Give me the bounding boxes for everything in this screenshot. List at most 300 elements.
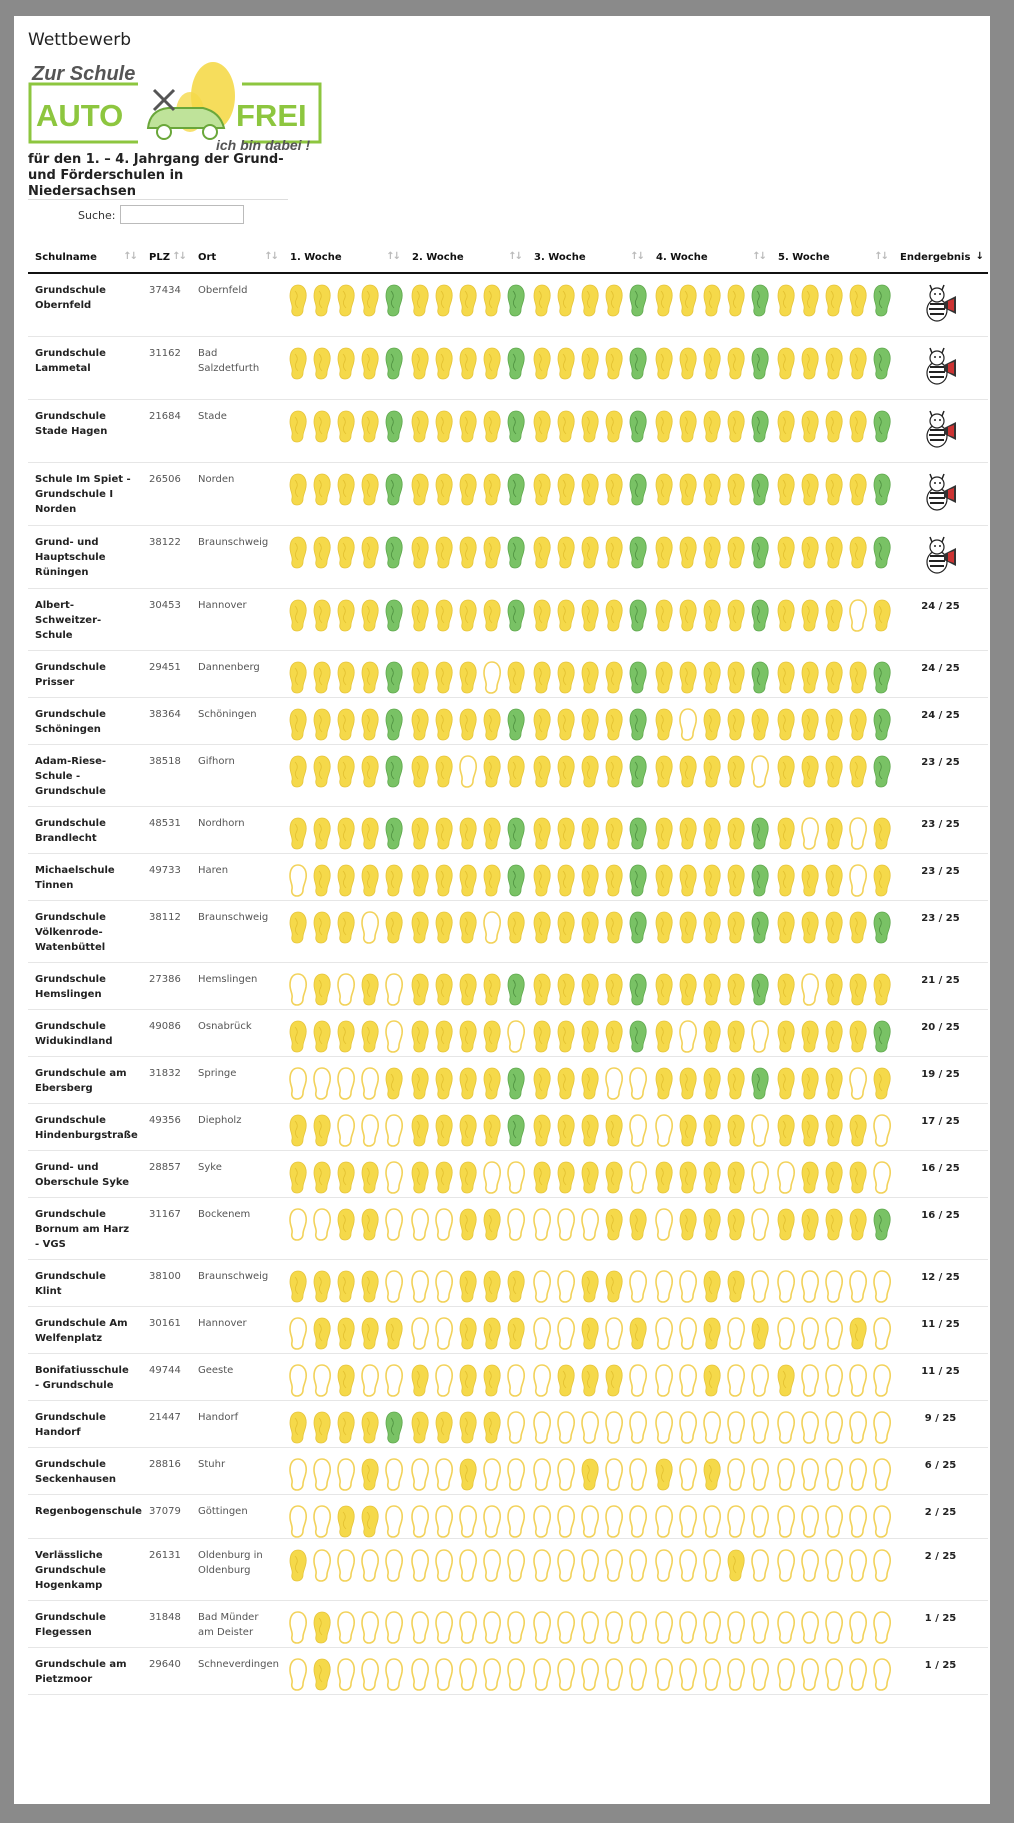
footprint-group: [653, 972, 771, 1006]
footprint-empty-icon: [311, 1066, 333, 1100]
score-text: 6 / 25: [924, 1460, 957, 1471]
footprint-empty-icon: [603, 1457, 625, 1491]
footprint-yellow-icon: [579, 660, 601, 694]
footprint-yellow-icon: [725, 754, 747, 788]
footprint-group: [287, 1657, 405, 1691]
sort-arrows-icon[interactable]: ↑↓: [264, 251, 277, 262]
footprint-yellow-icon: [579, 472, 601, 506]
footprint-yellow-icon: [531, 1160, 553, 1194]
week-3-feet: [527, 1495, 649, 1539]
footprint-yellow-icon: [677, 910, 699, 944]
score-text: 24 / 25: [921, 710, 960, 721]
footprint-group: [531, 1610, 649, 1644]
footprint-yellow-icon: [677, 1113, 699, 1147]
footprint-empty-icon: [335, 1113, 357, 1147]
footprint-empty-icon: [847, 1457, 869, 1491]
school-name: Grundschule Völkenrode-Watenbüttel: [28, 901, 142, 963]
footprint-empty-icon: [383, 972, 405, 1006]
footprint-yellow-icon: [799, 409, 821, 443]
sort-arrows-icon[interactable]: ↑↓: [172, 251, 185, 262]
footprint-green-icon: [627, 660, 649, 694]
footprint-empty-icon: [701, 1548, 723, 1582]
footprint-yellow-icon: [335, 816, 357, 850]
footprint-group: [653, 816, 771, 850]
town: Schöningen: [191, 698, 283, 745]
footprint-yellow-icon: [603, 1207, 625, 1241]
footprint-yellow-icon: [287, 754, 309, 788]
footprint-group: [531, 1363, 649, 1397]
sort-arrows-icon[interactable]: ↑↓: [752, 251, 765, 262]
footprint-group: [653, 1019, 771, 1053]
footprint-group: [287, 598, 405, 632]
footprint-empty-icon: [383, 1207, 405, 1241]
footprint-yellow-icon: [359, 972, 381, 1006]
footprint-group: [653, 1066, 771, 1100]
svg-text:Zur Schule: Zur Schule: [32, 63, 136, 85]
footprint-yellow-icon: [725, 1207, 747, 1241]
footprint-yellow-icon: [409, 409, 431, 443]
footprint-group: [775, 660, 893, 694]
footprint-empty-icon: [775, 1160, 797, 1194]
footprint-group: [287, 346, 405, 380]
week-1-feet: [283, 463, 405, 526]
footprint-yellow-icon: [555, 283, 577, 317]
postal-code: 31848: [142, 1601, 191, 1648]
footprint-yellow-icon: [409, 472, 431, 506]
footprint-yellow-icon: [775, 472, 797, 506]
footprint-yellow-icon: [311, 1113, 333, 1147]
town: Dannenberg: [191, 651, 283, 698]
footprint-group: [653, 1410, 771, 1444]
footprint-green-icon: [383, 283, 405, 317]
footprint-yellow-icon: [481, 346, 503, 380]
footprint-yellow-icon: [799, 1019, 821, 1053]
footprint-yellow-icon: [847, 1113, 869, 1147]
footprint-green-icon: [871, 472, 893, 506]
footprint-yellow-icon: [579, 1160, 601, 1194]
footprint-yellow-icon: [677, 816, 699, 850]
footprint-yellow-icon: [603, 1019, 625, 1053]
footprint-group: [775, 535, 893, 569]
footprint-empty-icon: [409, 1657, 431, 1691]
postal-code: 21684: [142, 400, 191, 463]
table-row: [28, 1307, 988, 1354]
footprint-yellow-icon: [823, 1113, 845, 1147]
footprint-green-icon: [627, 535, 649, 569]
week-1-feet: [283, 1307, 405, 1354]
column-header-label: Endergebnis: [900, 251, 971, 263]
footprint-group: [287, 1066, 405, 1100]
footprint-group: [775, 1066, 893, 1100]
footprint-group: [409, 346, 527, 380]
week-2-feet: [405, 963, 527, 1010]
footprint-group: [409, 863, 527, 897]
score-text: 17 / 25: [921, 1116, 960, 1127]
postal-code: 38364: [142, 698, 191, 745]
footprint-yellow-icon: [677, 972, 699, 1006]
footprint-empty-icon: [335, 1548, 357, 1582]
footprint-yellow-icon: [433, 1160, 455, 1194]
footprint-group: [531, 1548, 649, 1582]
week-5-feet: [771, 807, 893, 854]
town: Obernfeld: [191, 273, 283, 337]
footprint-yellow-icon: [457, 910, 479, 944]
footprint-empty-icon: [627, 1504, 649, 1538]
footprint-empty-icon: [433, 1657, 455, 1691]
week-1-feet: [283, 1495, 405, 1539]
footprint-yellow-icon: [335, 1207, 357, 1241]
week-4-feet: [649, 1648, 771, 1695]
footprint-yellow-icon: [701, 598, 723, 632]
footprint-empty-icon: [725, 1610, 747, 1644]
table-row: [28, 589, 988, 651]
footprint-empty-icon: [871, 1160, 893, 1194]
footprint-empty-icon: [775, 1316, 797, 1350]
footprint-yellow-icon: [701, 707, 723, 741]
footprint-yellow-icon: [287, 1269, 309, 1303]
footprint-group: [409, 754, 527, 788]
footprint-empty-icon: [287, 1316, 309, 1350]
footprint-group: [287, 1160, 405, 1194]
score-text: 11 / 25: [921, 1319, 960, 1330]
column-header-3[interactable]: [283, 242, 405, 273]
footprint-group: [775, 472, 893, 506]
final-result: [893, 273, 988, 337]
week-3-feet: [527, 1057, 649, 1104]
footprint-group: [775, 816, 893, 850]
footprint-yellow-icon: [383, 1066, 405, 1100]
score-text: 23 / 25: [921, 757, 960, 768]
footprint-group: [531, 1457, 649, 1491]
footprint-yellow-icon: [677, 754, 699, 788]
footprint-yellow-icon: [823, 283, 845, 317]
footprint-empty-icon: [335, 1657, 357, 1691]
column-header-0[interactable]: [28, 242, 142, 273]
footprint-yellow-icon: [555, 1066, 577, 1100]
footprint-yellow-icon: [409, 660, 431, 694]
footprint-group: [653, 1457, 771, 1491]
footprint-yellow-icon: [823, 754, 845, 788]
footprint-empty-icon: [457, 1504, 479, 1538]
week-5-feet: [771, 854, 893, 901]
footprint-empty-icon: [457, 1610, 479, 1644]
footprint-yellow-icon: [531, 472, 553, 506]
week-1-feet: [283, 1448, 405, 1495]
footprint-yellow-icon: [311, 409, 333, 443]
footprint-yellow-icon: [555, 1160, 577, 1194]
footprint-yellow-icon: [457, 1019, 479, 1053]
footprint-empty-icon: [531, 1504, 553, 1538]
footprint-yellow-icon: [287, 283, 309, 317]
footprint-group: [775, 1548, 893, 1582]
footprint-green-icon: [627, 409, 649, 443]
school-name: Grund- und Oberschule Syke: [28, 1151, 142, 1198]
footprint-empty-icon: [701, 1504, 723, 1538]
column-header-label: 5. Woche: [778, 251, 830, 263]
footprint-yellow-icon: [287, 910, 309, 944]
footprint-empty-icon: [847, 1610, 869, 1644]
footprint-green-icon: [383, 754, 405, 788]
footprint-empty-icon: [627, 1066, 649, 1100]
footprint-empty-icon: [823, 1610, 845, 1644]
footprint-yellow-icon: [531, 754, 553, 788]
footprint-yellow-icon: [775, 910, 797, 944]
footprint-empty-icon: [287, 1363, 309, 1397]
footprint-yellow-icon: [555, 535, 577, 569]
footprint-yellow-icon: [749, 1316, 771, 1350]
footprint-yellow-icon: [799, 754, 821, 788]
table-row: [28, 651, 988, 698]
footprint-group: [531, 972, 649, 1006]
search-input[interactable]: [120, 205, 244, 224]
town: Osnabrück: [191, 1010, 283, 1057]
footprint-green-icon: [383, 660, 405, 694]
town: Handorf: [191, 1401, 283, 1448]
footprint-yellow-icon: [359, 816, 381, 850]
footprint-yellow-icon: [409, 754, 431, 788]
footprint-yellow-icon: [433, 346, 455, 380]
week-5-feet: [771, 1104, 893, 1151]
footprint-empty-icon: [433, 1548, 455, 1582]
final-result: [893, 745, 988, 807]
footprint-yellow-icon: [409, 972, 431, 1006]
week-3-feet: [527, 901, 649, 963]
footprint-empty-icon: [725, 1504, 747, 1538]
footprint-empty-icon: [749, 1410, 771, 1444]
footprint-yellow-icon: [725, 707, 747, 741]
column-header-8[interactable]: [893, 242, 988, 273]
week-4-feet: [649, 589, 771, 651]
final-result: [893, 337, 988, 400]
footprint-group: [531, 1019, 649, 1053]
footprint-yellow-icon: [775, 1113, 797, 1147]
footprint-empty-icon: [505, 1548, 527, 1582]
footprint-empty-icon: [579, 1410, 601, 1444]
footprint-yellow-icon: [555, 863, 577, 897]
footprint-yellow-icon: [481, 472, 503, 506]
week-2-feet: [405, 1104, 527, 1151]
footprint-green-icon: [749, 1066, 771, 1100]
week-4-feet: [649, 745, 771, 807]
school-name: Grundschule Klint: [28, 1260, 142, 1307]
final-result: [893, 1354, 988, 1401]
sort-arrows-icon[interactable]: ↑↓: [630, 251, 643, 262]
footprint-yellow-icon: [555, 472, 577, 506]
footprint-green-icon: [627, 863, 649, 897]
footprint-yellow-icon: [725, 1019, 747, 1053]
week-5-feet: [771, 745, 893, 807]
footprint-yellow-icon: [311, 1657, 333, 1691]
table-row: [28, 745, 988, 807]
week-3-feet: [527, 1601, 649, 1648]
footprint-yellow-icon: [359, 283, 381, 317]
footprint-yellow-icon: [579, 754, 601, 788]
footprint-empty-icon: [627, 1410, 649, 1444]
footprint-yellow-icon: [359, 707, 381, 741]
sort-arrows-icon[interactable]: ↑↓: [508, 251, 521, 262]
footprint-yellow-icon: [847, 1207, 869, 1241]
footprint-green-icon: [749, 972, 771, 1006]
footprint-yellow-icon: [603, 754, 625, 788]
footprint-yellow-icon: [677, 863, 699, 897]
footprint-yellow-icon: [505, 1316, 527, 1350]
footprint-empty-icon: [603, 1504, 625, 1538]
school-name: Michaelschule Tinnen: [28, 854, 142, 901]
footprint-group: [531, 1066, 649, 1100]
final-result: [893, 1151, 988, 1198]
footprint-yellow-icon: [823, 409, 845, 443]
footprint-yellow-icon: [433, 283, 455, 317]
column-header-1[interactable]: [142, 242, 191, 273]
column-header-6[interactable]: [649, 242, 771, 273]
footprint-green-icon: [505, 283, 527, 317]
footprint-yellow-icon: [677, 598, 699, 632]
footprint-empty-icon: [627, 1269, 649, 1303]
footprint-yellow-icon: [677, 283, 699, 317]
footprint-empty-icon: [627, 1160, 649, 1194]
footprint-yellow-icon: [653, 816, 675, 850]
footprint-group: [653, 472, 771, 506]
school-name: Grundschule Prisser: [28, 651, 142, 698]
footprint-yellow-icon: [505, 910, 527, 944]
week-1-feet: [283, 1198, 405, 1260]
school-name: Grundschule Schöningen: [28, 698, 142, 745]
footprint-yellow-icon: [531, 972, 553, 1006]
footprint-yellow-icon: [653, 1160, 675, 1194]
footprint-yellow-icon: [799, 707, 821, 741]
footprint-yellow-icon: [481, 1316, 503, 1350]
footprint-yellow-icon: [701, 535, 723, 569]
week-4-feet: [649, 963, 771, 1010]
column-header-7[interactable]: [771, 242, 893, 273]
footprint-yellow-icon: [457, 598, 479, 632]
school-name: Schule Im Spiet - Grundschule I Norden: [28, 463, 142, 526]
footprint-yellow-icon: [531, 346, 553, 380]
footprint-yellow-icon: [701, 1269, 723, 1303]
footprint-group: [409, 1410, 527, 1444]
footprint-yellow-icon: [725, 1548, 747, 1582]
school-name: Grundschule Hindenburgstraße: [28, 1104, 142, 1151]
footprint-yellow-icon: [433, 910, 455, 944]
footprint-group: [287, 754, 405, 788]
week-1-feet: [283, 1260, 405, 1307]
footprint-yellow-icon: [359, 409, 381, 443]
week-4-feet: [649, 463, 771, 526]
school-name: Grundschule Bornum am Harz - VGS: [28, 1198, 142, 1260]
week-2-feet: [405, 1601, 527, 1648]
postal-code: 48531: [142, 807, 191, 854]
footprint-yellow-icon: [653, 754, 675, 788]
footprint-yellow-icon: [359, 1457, 381, 1491]
footprint-yellow-icon: [775, 972, 797, 1006]
footprint-group: [531, 283, 649, 317]
footprint-empty-icon: [457, 1548, 479, 1582]
footprint-group: [287, 1269, 405, 1303]
footprint-green-icon: [383, 346, 405, 380]
week-3-feet: [527, 651, 649, 698]
town: Braunschweig: [191, 901, 283, 963]
footprint-yellow-icon: [653, 409, 675, 443]
footprint-yellow-icon: [555, 598, 577, 632]
score-text: 23 / 25: [921, 866, 960, 877]
footprint-green-icon: [871, 910, 893, 944]
footprint-empty-icon: [287, 972, 309, 1006]
footprint-empty-icon: [847, 1363, 869, 1397]
column-header-label: 1. Woche: [290, 251, 342, 263]
week-2-feet: [405, 854, 527, 901]
footprint-green-icon: [505, 863, 527, 897]
footprint-empty-icon: [823, 1363, 845, 1397]
table-row: [28, 963, 988, 1010]
footprint-empty-icon: [823, 1410, 845, 1444]
footprint-yellow-icon: [653, 972, 675, 1006]
column-header-5[interactable]: [527, 242, 649, 273]
footprint-yellow-icon: [531, 283, 553, 317]
school-name: Albert-Schweitzer-Schule: [28, 589, 142, 651]
footprint-empty-icon: [287, 1066, 309, 1100]
footprint-group: [653, 1207, 771, 1241]
week-5-feet: [771, 1151, 893, 1198]
footprint-group: [653, 1363, 771, 1397]
footprint-group: [775, 972, 893, 1006]
footprint-group: [653, 707, 771, 741]
footprint-yellow-icon: [701, 972, 723, 1006]
footprint-empty-icon: [409, 1504, 431, 1538]
footprint-yellow-icon: [847, 283, 869, 317]
footprint-yellow-icon: [701, 472, 723, 506]
divider: [28, 199, 288, 200]
footprint-empty-icon: [627, 1457, 649, 1491]
footprint-group: [531, 660, 649, 694]
footprint-green-icon: [749, 535, 771, 569]
footprint-green-icon: [383, 707, 405, 741]
footprint-yellow-icon: [579, 1019, 601, 1053]
footprint-yellow-icon: [505, 660, 527, 694]
final-result: [893, 526, 988, 589]
footprint-yellow-icon: [505, 1269, 527, 1303]
footprint-group: [775, 283, 893, 317]
footprint-group: [287, 972, 405, 1006]
week-3-feet: [527, 463, 649, 526]
table-header-row: [28, 242, 988, 273]
footprint-yellow-icon: [701, 754, 723, 788]
column-header-4[interactable]: [405, 242, 527, 273]
footprint-green-icon: [505, 598, 527, 632]
table-row: [28, 337, 988, 400]
sort-arrows-icon[interactable]: ↑↓: [386, 251, 399, 262]
sort-arrows-icon[interactable]: ↑↓: [123, 251, 136, 262]
footprint-green-icon: [871, 283, 893, 317]
footprint-yellow-icon: [823, 346, 845, 380]
footprint-green-icon: [749, 598, 771, 632]
final-result: [893, 1401, 988, 1448]
column-header-2[interactable]: [191, 242, 283, 273]
footprint-empty-icon: [505, 1207, 527, 1241]
sort-arrows-icon[interactable]: ↓: [975, 251, 982, 262]
footprint-empty-icon: [799, 816, 821, 850]
table-row: [28, 1104, 988, 1151]
school-name: Grundschule am Pietzmoor: [28, 1648, 142, 1695]
footprint-yellow-icon: [311, 472, 333, 506]
footprint-empty-icon: [311, 1548, 333, 1582]
sort-arrows-icon[interactable]: ↑↓: [874, 251, 887, 262]
footprint-empty-icon: [627, 1113, 649, 1147]
footprint-empty-icon: [749, 1457, 771, 1491]
footprint-empty-icon: [335, 1610, 357, 1644]
week-2-feet: [405, 651, 527, 698]
footprint-empty-icon: [677, 707, 699, 741]
week-1-feet: [283, 526, 405, 589]
